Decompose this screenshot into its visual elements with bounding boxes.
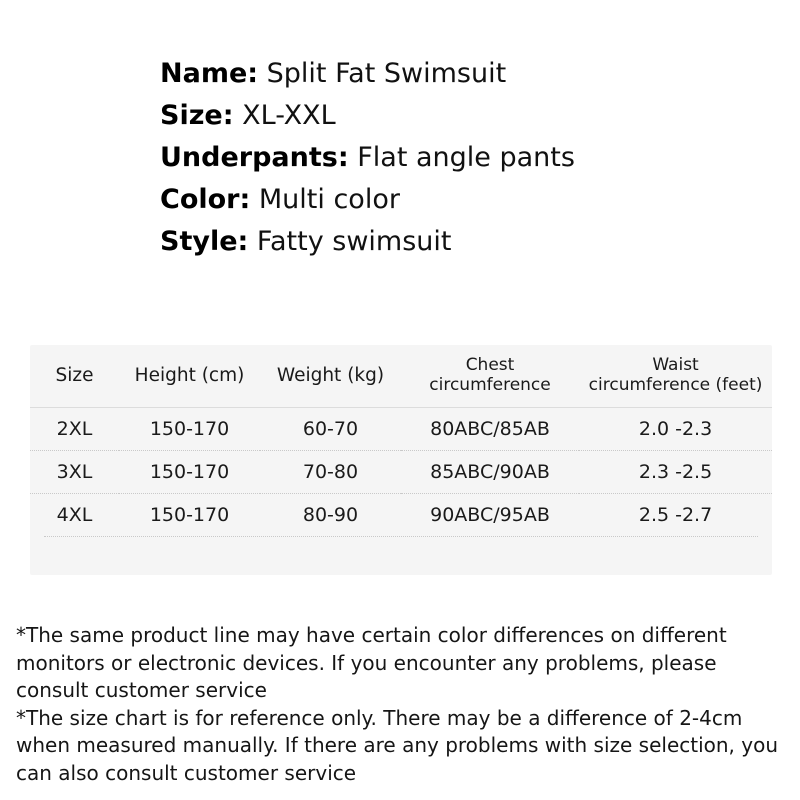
cell-chest: 85ABC/90AB (401, 451, 579, 494)
spec-label-size: Size: (160, 100, 234, 132)
column-header-chest (401, 345, 579, 408)
spec-row-color (160, 184, 780, 215)
cell-height: 150-170 (119, 408, 260, 451)
cell-size: 2XL (30, 408, 119, 451)
note-color-difference: *The same product line may have certain color differences on different monitors or electronic devices. If you encounter any problems, please consult customer service (16, 623, 727, 703)
cell-size: 3XL (30, 451, 119, 494)
spec-row-underpants (160, 142, 780, 173)
spec-label-underpants: Underpants: (160, 142, 349, 174)
cell-weight: 60-70 (260, 408, 401, 451)
column-header-chest-line1: Chest (465, 355, 515, 376)
column-header-chest-line2: circumference (429, 375, 551, 395)
column-header-weight: Weight (kg) (276, 365, 385, 387)
cell-size: 4XL (30, 494, 119, 537)
note-measurement-tolerance: *The size chart is for reference only. There may be a difference of 2-4cm when measured manually. If there are any problems with size selection, you can also consult customer service (16, 705, 779, 785)
disclaimer-notes (16, 622, 788, 788)
column-header-waist-line1: Waist (652, 355, 699, 376)
spec-value-size: XL-XXL (242, 100, 336, 132)
table-bottom-divider (44, 536, 758, 575)
column-header-waist-line2: circumference (feet) (588, 375, 763, 395)
table-row (30, 494, 772, 537)
cell-weight: 80-90 (260, 494, 401, 537)
spec-row-style (160, 226, 780, 257)
table-row (30, 408, 772, 451)
spec-label-name: Name: (160, 58, 259, 89)
spec-value-color-text: Multi color (258, 184, 400, 216)
spec-row-name (160, 58, 780, 89)
table-header-row (30, 345, 772, 408)
cell-waist: 2.3 -2.5 (579, 451, 772, 494)
spec-value-style: Fatty swimsuit (256, 226, 452, 258)
product-spec-list (160, 58, 780, 268)
size-chart-table (30, 345, 772, 575)
cell-waist: 2.5 -2.7 (579, 494, 772, 537)
cell-chest: 80ABC/85AB (401, 408, 579, 451)
spec-label-color: Color: (160, 184, 251, 216)
cell-height: 150-170 (119, 494, 260, 537)
spec-label-style: Style: (160, 226, 249, 258)
cell-waist: 2.0 -2.3 (579, 408, 772, 451)
column-header-size: Size (55, 365, 94, 387)
spec-value-name: Split Fat Swimsuit (266, 58, 507, 89)
column-header-waist (579, 345, 772, 408)
spec-value-underpants: Flat angle pants (357, 142, 575, 174)
column-header-height: Height (cm) (134, 365, 245, 387)
table-row (30, 451, 772, 494)
cell-weight: 70-80 (260, 451, 401, 494)
cell-height: 150-170 (119, 451, 260, 494)
spec-row-size (160, 100, 780, 131)
cell-chest: 90ABC/95AB (401, 494, 579, 537)
